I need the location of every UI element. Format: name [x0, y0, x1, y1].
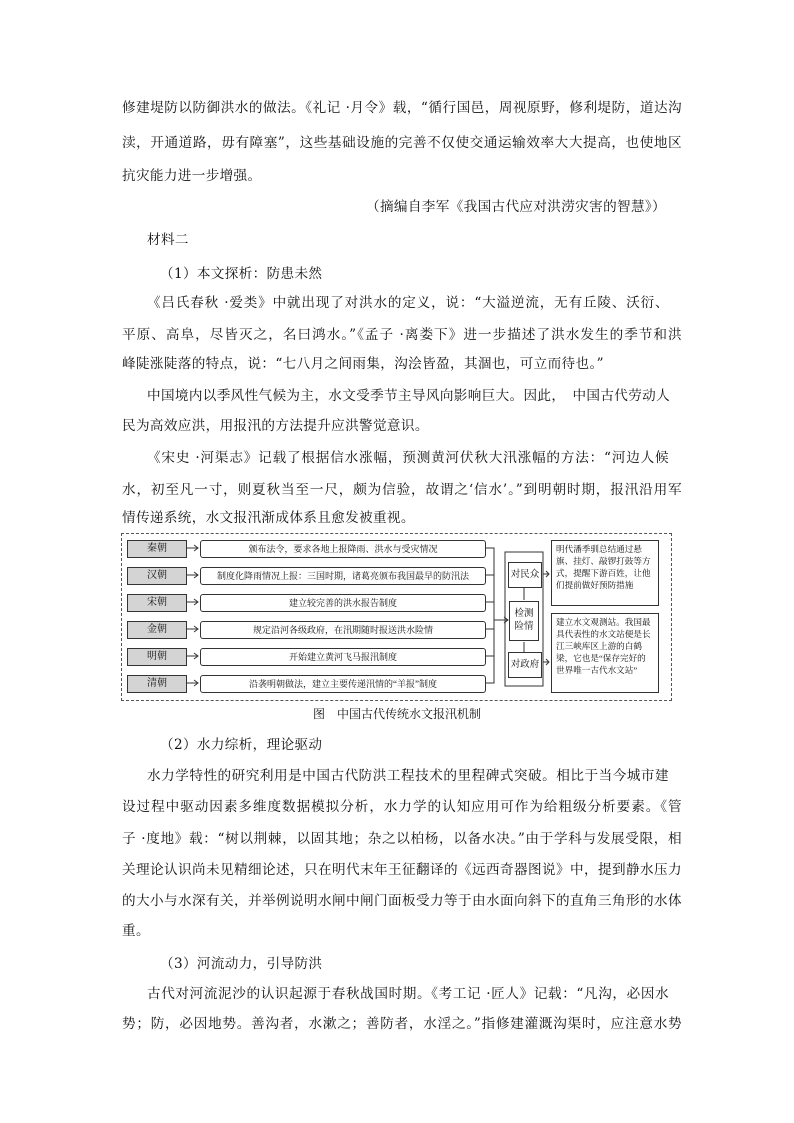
text-line: 《吕氏春秋 ·爱类》中就出现了对洪水的定义，说：“大溢逆流，无有丘陵、沃衍、 [147, 295, 669, 311]
text-line: 中国境内以季风性气候为主，水文受季节主导风向影响巨大。因此， 中国古代劳动人 [147, 388, 671, 404]
to-government-box: 对政府 [508, 652, 542, 678]
text-line: 峰陡涨陡落的特点，说：“七八月之间雨集，沟浍皆盈，其涸也，可立而待也。” [122, 356, 604, 372]
dynasty-label: 清朝 [127, 675, 187, 693]
text-line: 民为高效应洪，用报汛的方法提升应洪警觉意识。 [122, 418, 429, 434]
source-note: （摘编自李军《我国古代应对洪涝灾害的智慧》） [366, 199, 666, 215]
figure-caption: 图 中国古代传统水文报汛机制 [312, 707, 481, 721]
event-box: 建立较完善的洪水报告制度 [200, 594, 486, 612]
dynasty-label: 宋朝 [127, 594, 187, 612]
flood-report-diagram [121, 533, 672, 701]
detect-box: 检测险情 [509, 601, 539, 641]
event-box: 沿袭明朝做法，建立主要传递汛情的“羊报”制度 [200, 675, 486, 693]
dynasty-label: 金朝 [127, 621, 187, 639]
text-line: 古代对河流泥沙的认识起源于春秋战国时期。《考工记 ·匠人》记载：“凡沟，必因水 [147, 986, 669, 1002]
people-note-box: 明代潘季驯总结通过悬旗、挂灯、敲锣打鼓等方式，提醒下游百姓，让他们提前做好预防措施 [551, 540, 659, 606]
to-people-box: 对民众 [508, 562, 542, 588]
section-heading: （1）本文探析：防患未然 [160, 266, 323, 282]
section-heading: （3）河流动力，引导防洪 [160, 956, 323, 972]
text-line: 平原、高阜，尽皆灭之，名曰鸿水。”《孟子 ·离娄下》进一步描述了洪水发生的季节和洪 [122, 327, 682, 343]
text-line: 重。 [122, 923, 150, 939]
event-box: 开始建立黄河飞马报汛制度 [200, 648, 486, 666]
text-line: 抗灾能力进一步增强。 [122, 168, 262, 184]
text-line: 的大小与水深有关，并举例说明水闸中闸门面板受力等于由水面向斜下的直角三角形的水体 [122, 893, 682, 909]
event-box: 制度化降雨情况上报：三国时期，诸葛亮颁布我国最早的防汛法 [200, 567, 486, 585]
material-title: 材料二 [147, 232, 189, 248]
text-line: 《宋史 ·河渠志》记载了根据信水涨幅，预测黄河伏秋大汛涨幅的方法：“河边人候 [147, 450, 669, 466]
text-line: 情传递系统，水文报汛渐成体系且愈发被重视。 [122, 510, 415, 526]
text-line: 关理论认识尚未见精细论述，只在明代末年王征翻译的《远西奇器图说》中，提到静水压力 [122, 862, 682, 878]
event-box: 颁布法令，要求各地上报降雨、洪水与受灾情况 [200, 540, 486, 558]
dynasty-label: 秦朝 [127, 540, 187, 558]
dynasty-label: 明朝 [127, 648, 187, 666]
text-line: 设过程中驱动因素多维度数据模拟分析，水力学的认知应用可作为给粗级分析要素。《管 [122, 799, 682, 815]
event-box: 规定沿河各级政府，在汛期随时报送洪水险情 [200, 621, 486, 639]
text-line: 修建堤防以防御洪水的做法。《礼记 ·月令》载，“循行国邑，周视原野，修利堤防，道达沟 [122, 100, 682, 116]
government-note-box: 建立水文观测站。我国最具代表性的水文站便是长江三峡库区上游的白鹤梁，它也是“保存完好的世界唯一古代水文站” [551, 613, 659, 693]
text-line: 势；防，必因地势。善沟者，水漱之；善防者，水淫之。”指修建灌溉沟渠时，应注意水势 [122, 1016, 682, 1032]
text-line: 水，初至凡一寸，则夏秋当至一尺，颇为信验，故谓之‘信水’。”到明朝时期，报汛沿用军 [122, 482, 682, 498]
section-heading: （2）水力综析，理论驱动 [160, 737, 323, 753]
text-line: 水力学特性的研究利用是中国古代防洪工程技术的里程碑式突破。相比于当今城市建 [147, 768, 669, 784]
dynasty-label: 汉朝 [127, 567, 187, 585]
text-line: 子 ·度地》载：“树以荆棘，以固其地；杂之以柏杨，以备水决。”由于学科与发展受限，相 [122, 831, 682, 847]
text-line: 渎，开通道路，毋有障塞”，这些基础设施的完善不仅使交通运输效率大大提高，也使地区 [122, 135, 682, 151]
